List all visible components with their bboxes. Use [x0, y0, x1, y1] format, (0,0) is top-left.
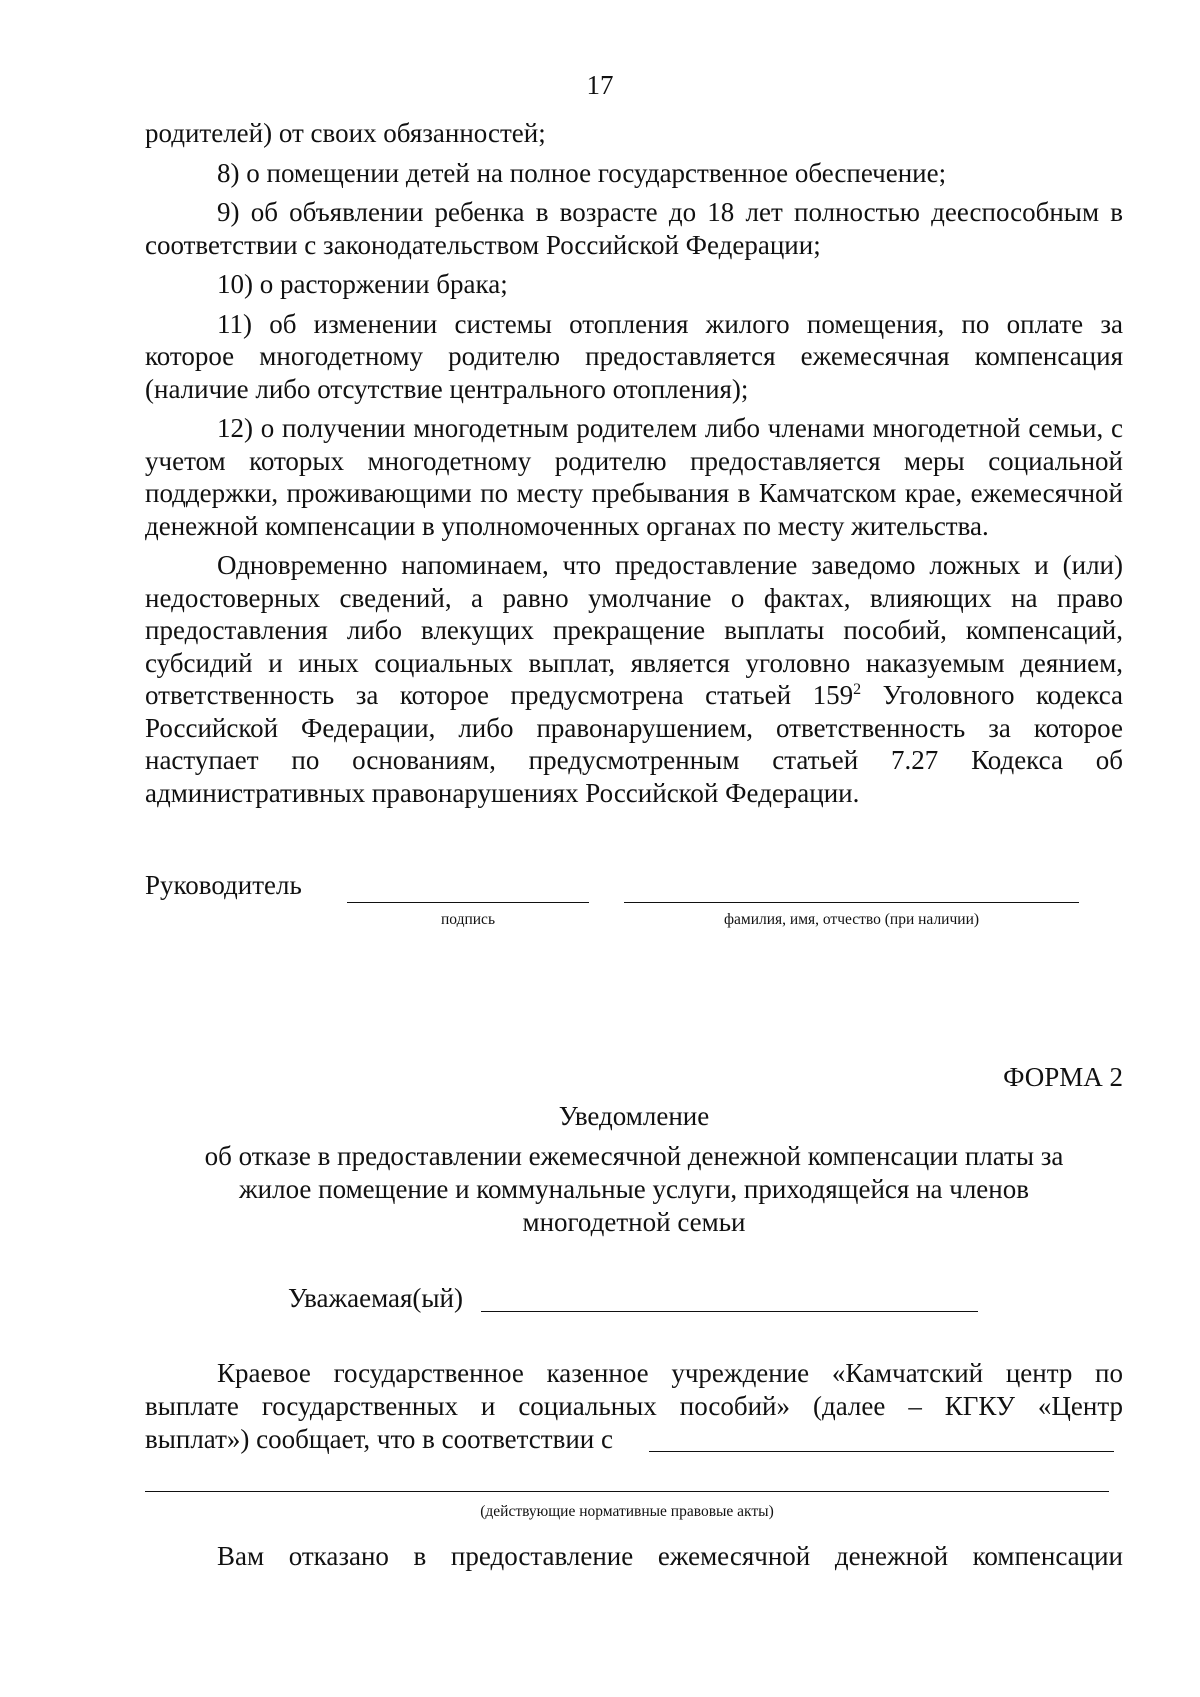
legal-acts-caption: (действующие нормативные правовые акты) — [480, 1503, 774, 1520]
legal-basis-line-2 — [145, 1491, 1109, 1492]
notice-body — [145, 1357, 1123, 1456]
recipient-name-line — [481, 1311, 978, 1312]
list-item-12: 12) о получении многодетным родителем либо членами многодетной семьи, с учетом которых многодетному родителю предоставляется меры социальной поддержки, проживающими по месту пребывания в Камчатском крае, ежемесячной денежной компенсации в уполномоченных органах по месту жительства. — [145, 413, 1123, 541]
warning-text-part-1: Одновременно напоминаем, что предоставление заведомо ложных и (или) недостоверных сведений, а равно умолчание о фактах, влияющих на право предоставления либо влекущих прекращение выплаты пособий, компенсаций, субсидий и иных социальных выплат, является уголовно наказуемым деянием, ответственность за которое предусмотрена статьей 159 — [145, 550, 1123, 710]
list-item-11: 11) об изменении системы отопления жилого помещения, по оплате за которое многодетному родителю предоставляется ежемесячная компенсация (наличие либо отсутствие центрального отопления); — [145, 308, 1123, 404]
continuation-text: родителей) от своих обязанностей; — [145, 118, 546, 148]
form-label: ФОРМА 2 — [1003, 1062, 1123, 1092]
warning-paragraph — [145, 549, 1123, 809]
full-name-caption: фамилия, имя, отчество (при наличии) — [723, 911, 980, 928]
notice-subtitle — [145, 1140, 1123, 1239]
refusal-paragraph — [145, 1540, 1123, 1573]
signature-label: Руководитель — [145, 870, 302, 900]
refusal-line: Вам отказано в предоставление ежемесячной денежной компенсации — [217, 1541, 1123, 1571]
notice-body-line-3: выплат») сообщает, что в соответствии с — [145, 1424, 613, 1454]
notice-subtitle-line-3: многодетной семьи — [522, 1207, 746, 1237]
page-number: 17 — [586, 70, 614, 100]
notice-title: Уведомление — [558, 1101, 710, 1131]
notice-body-line-1: Краевое государственное казенное учреждение «Камчатский центр по — [217, 1358, 1123, 1388]
list-item-10: 10) о расторжении брака; — [217, 269, 508, 299]
signature-line — [347, 902, 589, 903]
legal-basis-line-1 — [649, 1451, 1114, 1452]
list-item-9: 9) об объявлении ребенка в возрасте до 18 лет полностью дееспособным в соответствии с законодательством Российской Федерации; — [145, 197, 1123, 260]
list-item-8: 8) о помещении детей на полное государственное обеспечение; — [217, 157, 947, 188]
notice-body-line-2: выплате государственных и социальных пособий» (далее – КГКУ «Центр — [145, 1391, 1123, 1421]
notice-subtitle-line-1: об отказе в предоставлении ежемесячной денежной компенсации платы за — [204, 1141, 1064, 1171]
list-section — [145, 117, 1123, 809]
greeting-label: Уважаемая(ый) — [288, 1283, 463, 1313]
warning-text-part-2: Уголовного кодекса Российской Федерации, либо правонарушением, ответственность за которое наступает по основаниям, предусмотренным статьей 7.27 Кодекса об административных правонарушениях Российской Федерации. — [145, 680, 1123, 808]
full-name-line — [624, 902, 1079, 903]
article-superscript: 2 — [853, 681, 862, 698]
notice-subtitle-line-2: жилое помещение и коммунальные услуги, приходящейся на членов — [239, 1174, 1029, 1204]
signature-caption: подпись — [440, 911, 496, 928]
